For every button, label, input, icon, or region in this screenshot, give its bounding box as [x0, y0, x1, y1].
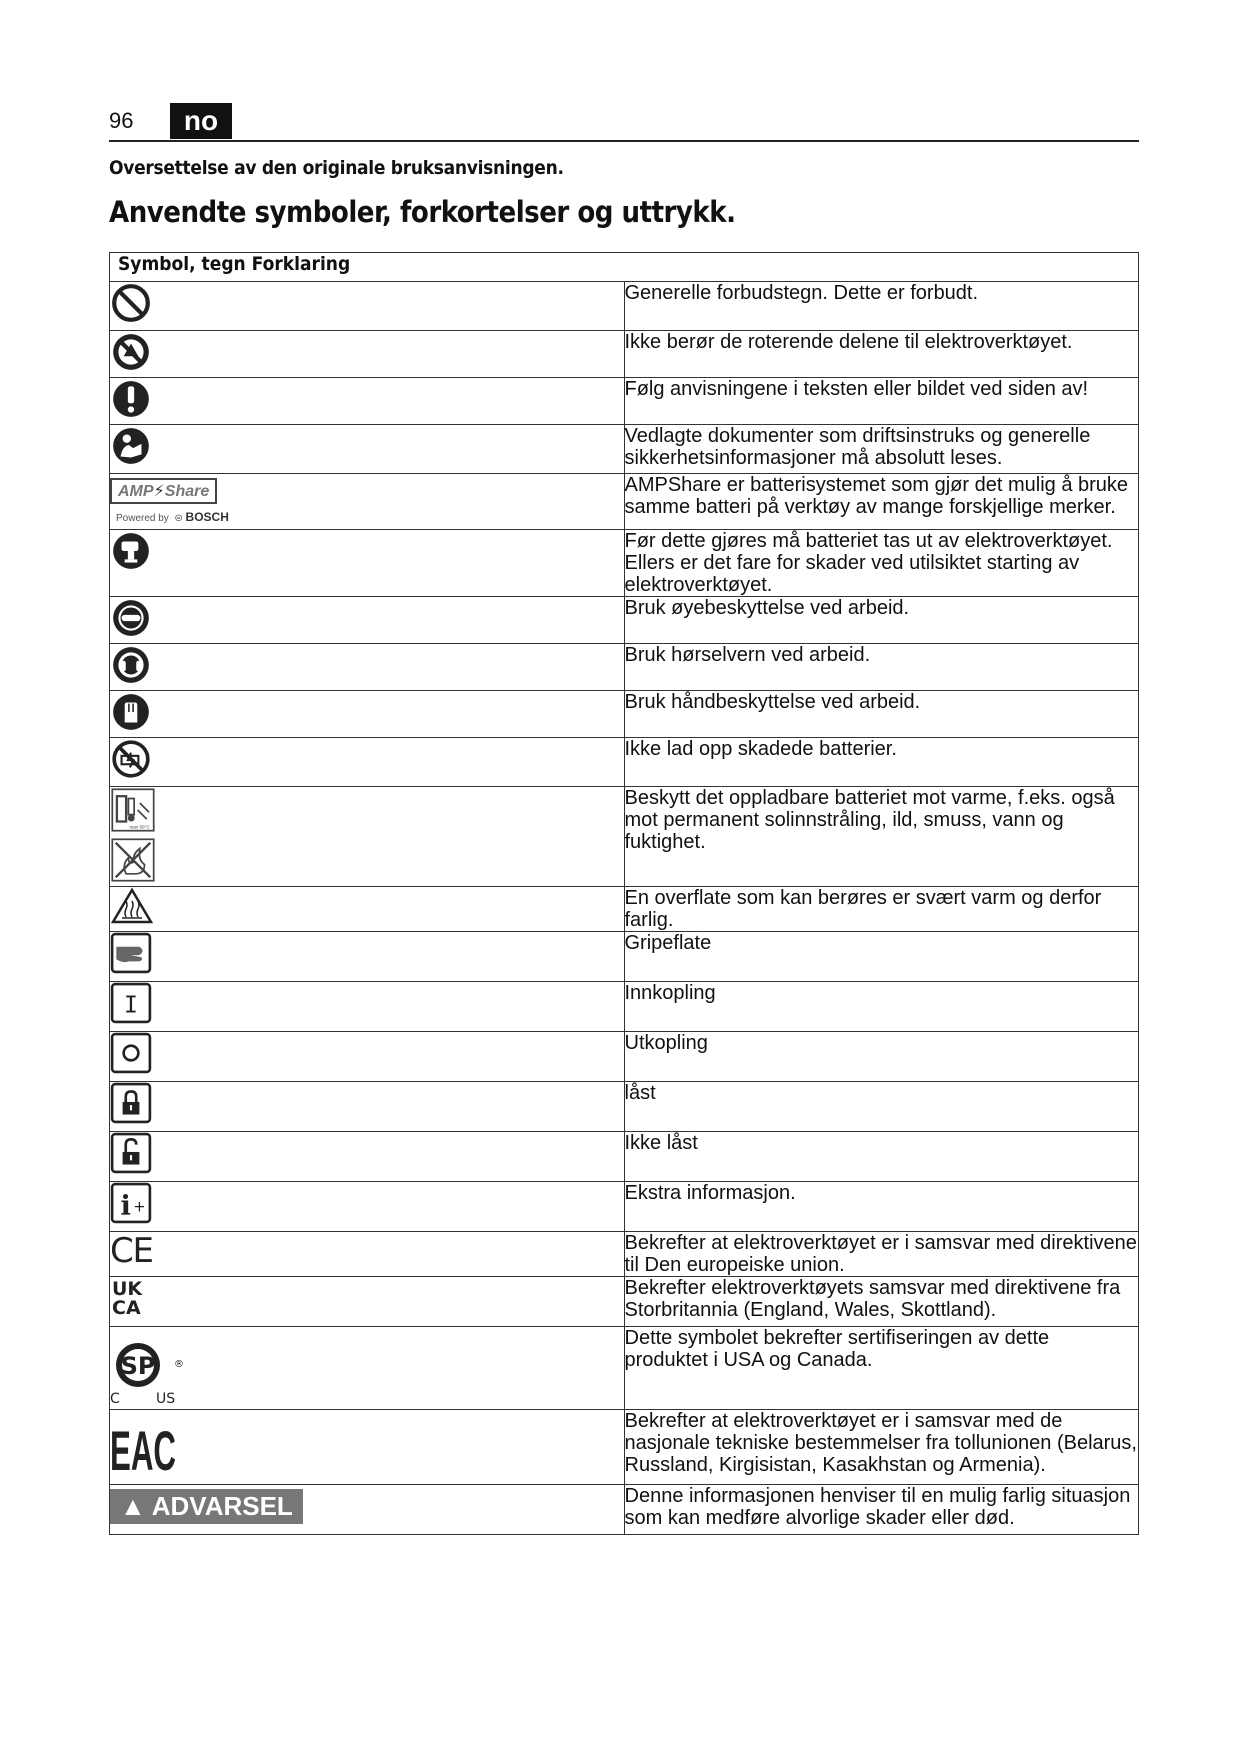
row-text: Før dette gjøres må batteriet tas ut av elektroverktøyet. Ellers er det fare for skader ved utilsiktet starting av elektroverktøyet.: [624, 530, 1139, 597]
row-text: Utkopling: [624, 1032, 1139, 1082]
row-text: Ekstra informasjon.: [624, 1182, 1139, 1232]
csa-c-label: C: [110, 1391, 120, 1407]
read-manual-icon: [110, 425, 152, 467]
table-row: [110, 932, 1139, 982]
eye-protection-icon: [110, 597, 152, 639]
hand-protection-icon: [110, 691, 152, 733]
info-plus: +: [133, 1198, 146, 1216]
eac-mark-icon: [110, 1410, 180, 1482]
warning-triangle-icon: ▲: [120, 1491, 146, 1521]
row-text: Bekrefter at elektroverktøyet er i samsvar med de nasjonale tekniske bestemmelser fra tollunionen (Belarus, Russland, Kirgisistan, Kasakhstan og Armenia).: [624, 1410, 1139, 1485]
hearing-protection-icon: [110, 644, 152, 686]
uk-text: UK: [112, 1278, 143, 1300]
battery-heat-icon: [110, 787, 156, 833]
table-row: [110, 982, 1139, 1032]
warning-label-icon: [110, 1489, 303, 1524]
row-text: En overflate som kan berøres er svært varm og derfor farlig.: [624, 887, 1139, 932]
row-text: Ikke berør de roterende delene til elektroverktøyet.: [624, 331, 1139, 378]
exclamation-icon: [110, 378, 152, 420]
ampshare-logo: AMP⚡Share Powered by ⊜ BOSCH: [110, 478, 624, 524]
table-row: [110, 378, 1139, 425]
bosch-label: BOSCH: [185, 510, 229, 524]
row-text: Dette symbolet bekrefter sertifiseringen av dette produktet i USA og Canada.: [624, 1327, 1139, 1410]
ampshare-wordmark: AMP⚡Share: [110, 478, 217, 504]
page-header: [109, 100, 1139, 142]
row-text: Følg anvisningene i teksten eller bildet ved siden av!: [624, 378, 1139, 425]
table-row: [110, 1277, 1139, 1327]
row-text: Denne informasjonen henviser til en mulig farlig situasjon som kan medføre alvorlige skader eller død.: [624, 1485, 1139, 1535]
row-text: AMPShare er batterisystemet som gjør det mulig å bruke samme batteri på verktøy av mange forskjellige merker.: [624, 474, 1139, 530]
row-text: Bruk hørselvern ved arbeid.: [624, 644, 1139, 691]
row-text: Beskytt det oppladbare batteriet mot varme, f.eks. også mot permanent solinnstråling, ild, smuss, vann og fuktighet.: [624, 787, 1139, 887]
row-text: Bekrefter at elektroverktøyet er i samsvar med direktivene til Den europeiske union.: [624, 1232, 1137, 1276]
table-header: Symbol, tegn Forklaring: [110, 253, 1139, 282]
remove-battery-icon: [110, 530, 152, 572]
unlocked-icon: [110, 1132, 152, 1174]
warning-label-text: ADVARSEL: [151, 1491, 293, 1521]
table-row: [110, 1032, 1139, 1082]
table-row: [110, 787, 1139, 887]
symbols-table: [109, 252, 1139, 1535]
page-title: Anvendte symboler, forkortelser og uttrykk.: [109, 195, 736, 229]
table-row: [110, 691, 1139, 738]
on-symbol: I: [124, 992, 138, 1019]
table-row: [110, 331, 1139, 378]
info-letter: i: [120, 1189, 131, 1222]
ca-text: CA: [112, 1297, 141, 1319]
table-row: [110, 474, 1139, 530]
row-text: Bruk øyebeskyttelse ved arbeid.: [624, 597, 1139, 644]
temp-label: max 50°C: [129, 824, 150, 830]
table-row: [110, 1232, 1139, 1277]
power-off-icon: [110, 1032, 152, 1074]
table-row: [110, 597, 1139, 644]
language-badge: no: [170, 103, 232, 139]
grip-surface-icon: [110, 932, 152, 974]
table-row: [110, 887, 1139, 932]
prohibition-icon: [110, 282, 152, 324]
powered-by-label: Powered by: [116, 513, 169, 524]
table-row: [110, 1410, 1139, 1485]
eac-text: EAC: [110, 1419, 176, 1482]
ce-mark-icon: [110, 1231, 156, 1271]
table-row: [110, 738, 1139, 787]
table-header-row: [110, 253, 1139, 282]
hot-surface-icon: [110, 887, 154, 925]
table-row: [110, 530, 1139, 597]
table-row: [110, 1132, 1139, 1182]
row-text: Generelle forbudstegn. Dette er forbudt.: [624, 282, 1139, 331]
csa-text: SP: [120, 1352, 156, 1380]
table-row: [110, 1182, 1139, 1232]
no-touch-rotating-icon: [110, 331, 152, 373]
row-text: Ikke lad opp skadede batterier.: [624, 738, 1139, 787]
row-text: Gripeflate: [624, 932, 1139, 982]
table-row: [110, 1327, 1139, 1410]
csa-mark-icon: [110, 1327, 200, 1407]
table-row: [110, 644, 1139, 691]
table-row: [110, 1485, 1139, 1535]
row-text: Vedlagte dokumenter som driftsinstruks og generelle sikkerhetsinformasjoner må absolutt leses.: [624, 425, 1139, 474]
csa-us-label: US: [156, 1391, 176, 1407]
row-text: låst: [624, 1082, 1139, 1132]
page-number: 96: [109, 108, 134, 133]
table-row: [110, 1082, 1139, 1132]
row-text: Ikke låst: [624, 1132, 1139, 1182]
row-text: Innkopling: [624, 982, 1139, 1032]
locked-icon: [110, 1082, 152, 1124]
csa-registered: ®: [174, 1359, 184, 1370]
row-text: Bekrefter elektroverktøyets samsvar med direktivene fra Storbritannia (England, Wales, Skottland).: [624, 1277, 1139, 1327]
ce-text: CE: [110, 1231, 154, 1271]
ukca-mark-icon: [110, 1277, 150, 1317]
no-fire-water-icon: [110, 837, 156, 883]
table-row: [110, 425, 1139, 474]
power-on-icon: [110, 982, 152, 1024]
page-subtitle: Oversettelse av den originale bruksanvisningen.: [109, 157, 564, 179]
table-row: [110, 282, 1139, 331]
no-charge-damaged-battery-icon: [110, 738, 152, 780]
row-text: Bruk håndbeskyttelse ved arbeid.: [624, 691, 1139, 738]
info-icon: [110, 1182, 152, 1224]
